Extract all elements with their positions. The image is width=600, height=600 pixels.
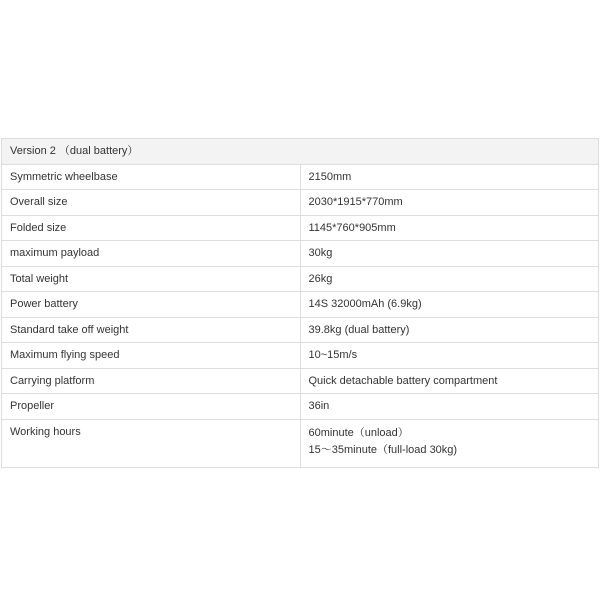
row-label: Symmetric wheelbase (2, 164, 301, 190)
row-label: Carrying platform (2, 368, 301, 394)
row-label: Working hours (2, 419, 301, 467)
row-value: 14S 32000mAh (6.9kg) (300, 292, 599, 318)
table-row (2, 164, 599, 190)
spec-table (1, 138, 599, 468)
table-row (2, 241, 599, 267)
row-value: 10~15m/s (300, 343, 599, 369)
row-label: Standard take off weight (2, 317, 301, 343)
row-value-line: 60minute（unload） (308, 426, 409, 439)
table-row (2, 419, 599, 467)
row-value: 2030*1915*770mm (300, 190, 599, 216)
table-row (2, 317, 599, 343)
row-value: 1145*760*905mm (300, 215, 599, 241)
table-row (2, 292, 599, 318)
row-value: 39.8kg (dual battery) (300, 317, 599, 343)
row-label: Maximum flying speed (2, 343, 301, 369)
row-label: Power battery (2, 292, 301, 318)
table-row (2, 368, 599, 394)
table-row (2, 190, 599, 216)
row-label: maximum payload (2, 241, 301, 267)
table-row (2, 394, 599, 420)
table-header: Version 2 （dual battery） (2, 139, 599, 165)
table-header-row (2, 139, 599, 165)
row-label: Overall size (2, 190, 301, 216)
row-label: Total weight (2, 266, 301, 292)
row-label: Propeller (2, 394, 301, 420)
table-row (2, 266, 599, 292)
row-value (300, 419, 599, 467)
row-value: 36in (300, 394, 599, 420)
row-value: 26kg (300, 266, 599, 292)
row-value-line: 15～35minute（full-load 30kg) (308, 443, 458, 456)
table-row (2, 215, 599, 241)
table-row (2, 343, 599, 369)
row-value: Quick detachable battery compartment (300, 368, 599, 394)
row-label: Folded size (2, 215, 301, 241)
row-value: 2150mm (300, 164, 599, 190)
row-value: 30kg (300, 241, 599, 267)
